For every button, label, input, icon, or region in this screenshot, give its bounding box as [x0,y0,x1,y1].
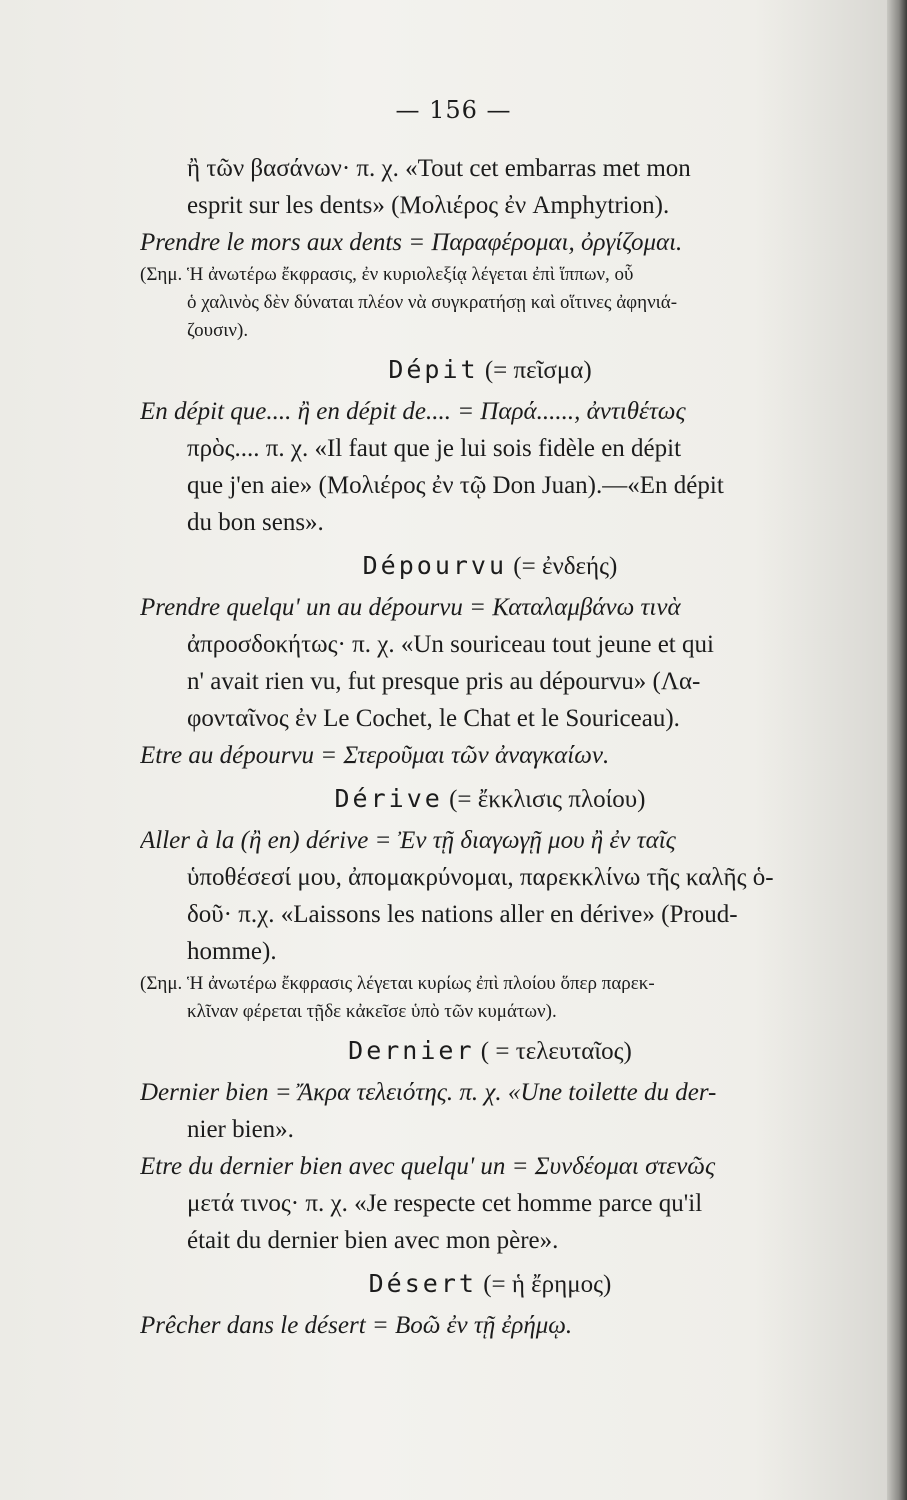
entry-heading [140,1265,840,1303]
text-line: ὑποθέσεσί μου, ἀπομακρύνομαι, παρεκκλίνω τῆς καλῆς ὁ- [187,864,774,891]
entry-heading [140,547,840,585]
note-line: ὁ χαλινὸς δὲν δύναται πλέον νὰ συγκρατήσῃ καὶ οἵτινες ἀφηνιά- [187,292,678,313]
text-line: était du dernier bien avec mon père». [187,1227,559,1254]
entry-heading [140,1032,840,1070]
phrase-line: En dépit que.... ἢ en dépit de.... = Παρά......, ἀντιθέτως [140,398,686,425]
entry-translation: (= ἐνδεής) [507,553,618,580]
entry-heading [140,780,840,818]
entry-translation: (= ἔκκλισις πλοίου) [442,786,646,813]
entry-headword: Désert [368,1269,477,1298]
text-line: δοῦ· π.χ. «Laissons les nations aller en dérive» (Proud- [187,901,738,928]
page-number: — 156 — [395,96,512,124]
text-line: que j'en aie» (Μολιέρος ἐν τῷ Don Juan).—«En dépit [187,472,724,499]
text-line: homme). [187,938,277,965]
entry-translation: ( = τελευταῖος) [474,1038,632,1065]
phrase-line: Prendre le mors aux dents = Παραφέρομαι, ὀργίζομαι. [140,229,683,256]
phrase-line: Prêcher dans le désert = Βοῶ ἐν τῇ ἐρήμῳ. [140,1312,573,1339]
text-line: ἢ τῶν βασάνων· π. χ. «Tout cet embarras met mon [187,155,691,182]
phrase-line: Dernier bien = Ἄκρα τελειότης. π. χ. «Une toilette du der- [140,1079,717,1106]
text-line: μετά τινος· π. χ. «Je respecte cet homme parce qu'il [187,1190,703,1217]
phrase-line: Prendre quelqu' un au dépourvu = Καταλαμβάνω τινὰ [140,594,681,621]
text-line: nier bien». [187,1116,294,1143]
text-line: n' avait rien vu, fut presque pris au dépourvu» (Λα- [187,668,701,695]
text-line: ἀπροσδοκήτως· π. χ. «Un souriceau tout jeune et qui [187,631,714,658]
phrase-line: Etre du dernier bien avec quelqu' un = Συνδέομαι στενῶς [140,1153,716,1180]
entry-headword: Dernier [348,1036,475,1065]
page-body [140,150,840,1344]
entry-headword: Dépourvu [362,551,508,580]
entry-headword: Dépit [388,355,479,384]
entry-translation: (= ἡ ἔρημος) [476,1271,612,1298]
book-spine [887,0,907,1500]
entry-translation: (= πεῖσμα) [478,357,592,384]
phrase-line: Etre au dépourvu = Στεροῦμαι τῶν ἀναγκαίων. [140,742,610,769]
note-line: (Σημ. Ἡ ἀνωτέρω ἔκφρασις λέγεται κυρίως ἐπὶ πλοίου ὅπερ παρεκ- [140,973,655,994]
entry-headword: Dérive [334,784,443,813]
phrase-line: Aller à la (ἢ en) dérive = Ἐν τῇ διαγωγῇ μου ἢ ἐν ταῖς [140,827,676,854]
entry-heading [140,351,840,389]
note-line: κλῖναν φέρεται τῇδε κἀκεῖσε ὑπὸ τῶν κυμάτων). [187,1001,557,1022]
text-line: πρὸς.... π. χ. «Il faut que je lui sois fidèle en dépit [187,435,682,462]
text-line: du bon sens». [187,509,324,536]
note-line: ζουσιν). [187,320,249,341]
note-line: (Σημ. Ἡ ἀνωτέρω ἔκφρασις, ἐν κυριολεξίᾳ λέγεται ἐπὶ ἵππων, οὗ [140,264,634,285]
text-line: esprit sur les dents» (Μολιέρος ἐν Amphytrion). [187,192,670,219]
text-line: φονταῖνος ἐν Le Cochet, le Chat et le Souriceau). [187,705,680,732]
